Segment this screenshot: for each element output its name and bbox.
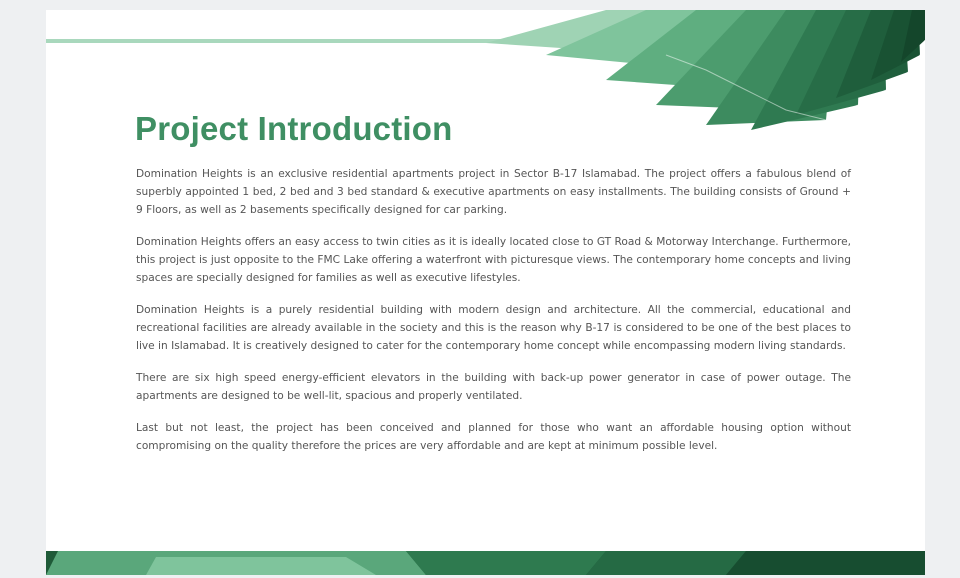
body-content [136,165,851,469]
paragraph: There are six high speed energy-efficient elevators in the building with back-up power generator in case of power outage. The apartments are designed to be well-lit, spacious and properly ventilated. [136,372,851,402]
footer-band [46,551,925,575]
paragraph: Last but not least, the project has been conceived and planned for those who want an affordable housing option without compromising on the quality therefore the prices are very affordable and are kept at minimum possible level. [136,422,851,452]
paragraph: Domination Heights is a purely residential building with modern design and architecture. All the commercial, educational and recreational facilities are already available in the society and this is the reason why B-17 is considered to be one of the best places to live in Islamabad. It is creatively designed to cater for the contemporary home concept while encompassing modern living standards. [136,304,851,352]
page-title: Project Introduction [135,110,453,147]
paragraph: Domination Heights is an exclusive residential apartments project in Sector B-17 Islamabad. The project offers a fabulous blend of superbly appointed 1 bed, 2 bed and 3 bed standard & executive apartments on easy installments. The building consists of Ground + 9 Floors, as well as 2 basements specifically designed for car parking. [136,168,851,216]
brochure-page [46,10,925,575]
paragraph: Domination Heights offers an easy access to twin cities as it is ideally located close to GT Road & Motorway Interchange. Furthermore, this project is just opposite to the FMC Lake offering a waterfront with picturesque views. The contemporary home concepts and living spaces are specially designed for families as well as executive lifestyles. [136,236,851,284]
